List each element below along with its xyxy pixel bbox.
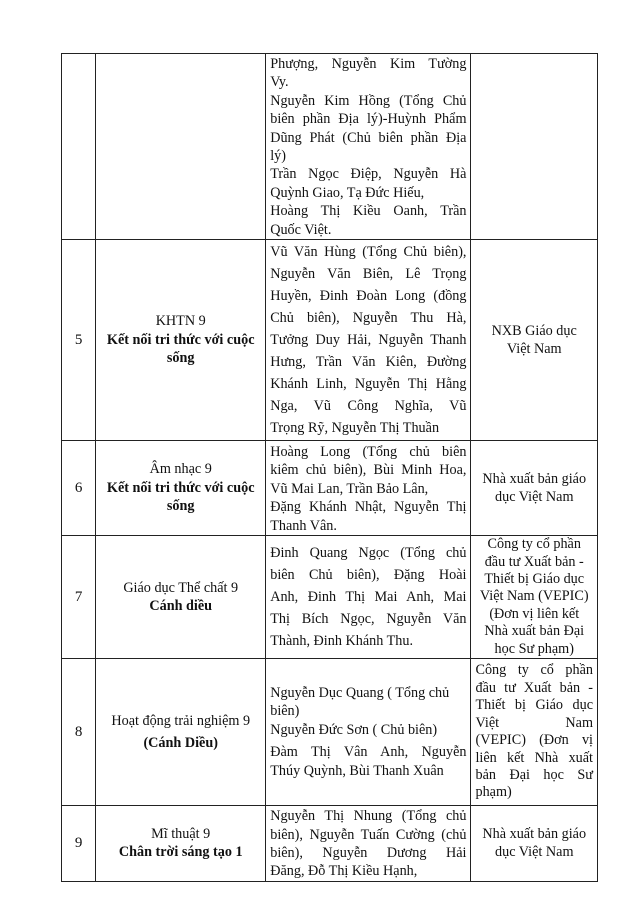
row-number: 6 [62, 441, 96, 536]
book-series: Chân trời sáng tạo 1 [118, 844, 243, 861]
publisher-line: Nhà xuất bản Đại [484, 623, 585, 640]
book-series: Cánh diều [149, 598, 213, 615]
author-line: Vũ Mai Lan, Trần Bảo Lân, [270, 480, 429, 497]
author-line: biên), Nguyễn Dương Hải [270, 844, 467, 861]
author-line: lý) [270, 148, 286, 165]
row-number: 9 [62, 806, 96, 882]
publisher-line: Nhà xuất bản giáo [482, 826, 587, 842]
author-line: Khánh Linh, Nguyễn Thị Hằng [270, 376, 467, 393]
book-title: KHTN 9 [155, 313, 206, 330]
author-line: Chủ biên), Nguyễn Thu Hà, [270, 310, 467, 327]
table-row [62, 806, 598, 882]
author-line: Nguyễn Văn Biên, Lê Trọng [270, 266, 467, 283]
book-title: Hoạt động trải nghiệm 9 [111, 712, 251, 729]
author-line: Nguyễn Thị Nhung (Tổng chủ [270, 808, 467, 825]
publisher-line: liên kết Nhà xuất [475, 749, 593, 766]
publisher-line: dục Việt Nam [495, 844, 574, 861]
publisher-cell [471, 806, 598, 882]
authors-cell [266, 806, 471, 882]
publisher-line: (VEPIC) (Đơn vị [475, 732, 593, 749]
book-cell [96, 240, 266, 441]
authors-cell [266, 240, 471, 441]
publisher-line: Thiết bị Giáo dục [475, 697, 593, 714]
publisher-line: Việt Nam [506, 341, 562, 358]
author-line: Nguyễn Đức Sơn ( Chủ biên) [270, 721, 438, 738]
table-row [62, 54, 598, 240]
book-cell [96, 441, 266, 536]
publisher-line: Công ty cổ phần [487, 536, 581, 553]
table-row [62, 441, 598, 536]
author-line: Nga, Vũ Công Nghĩa, Vũ [270, 398, 467, 415]
author-line: Hoàng Long (Tổng chủ biên [270, 444, 467, 461]
author-line: kiêm chủ biên), Bùi Minh Hoa, [270, 462, 467, 479]
publisher-cell [471, 240, 598, 441]
table-row [62, 659, 598, 806]
author-line: Đăng, Đỗ Thị Kiều Hạnh, [270, 863, 418, 880]
publisher-cell [471, 441, 598, 536]
author-line: Thúy Quỳnh, Bùi Thanh Xuân [270, 762, 444, 779]
author-line: Hoàng Thị Kiều Oanh, Trần [270, 203, 467, 220]
row-number: 7 [62, 536, 96, 659]
author-line: Nguyễn Kim Hồng (Tổng Chủ [270, 92, 467, 109]
authors-cell [266, 536, 471, 659]
publisher-cell [471, 54, 598, 240]
author-line: biên), Nguyễn Tuấn Cường (chủ [270, 826, 467, 843]
author-line: Dũng Phát (Chủ biên phần Địa [270, 129, 467, 146]
publisher-cell [471, 659, 598, 806]
publisher-line: Thiết bị Giáo dục [484, 570, 585, 587]
publisher-line: dục Việt Nam [495, 489, 574, 506]
author-line: Thanh Vân. [270, 517, 337, 534]
table-row [62, 240, 598, 441]
publisher-line: (Đơn vị liên kết [489, 605, 580, 622]
book-cell [96, 54, 266, 240]
publisher-line: Việt Nam (VEPIC) [479, 588, 589, 605]
publisher-line: NXB Giáo dục [491, 322, 577, 339]
publisher-line: học Sư phạm) [494, 640, 574, 657]
author-line: Vy. [270, 74, 289, 91]
book-cell [96, 659, 266, 806]
authors-cell [266, 441, 471, 536]
author-line: biên) [270, 703, 300, 720]
book-series: Kết nối tri thức với cuộc sống [106, 479, 255, 515]
author-line: Hưng, Trần Văn Kiên, Đường [270, 354, 467, 371]
book-title: Mĩ thuật 9 [151, 826, 211, 842]
book-cell [96, 536, 266, 659]
author-line: Quốc Việt. [270, 221, 332, 238]
author-line: biên Chủ biên), Đặng Hoài [270, 567, 467, 584]
publisher-line: đầu tư Xuất bản - [484, 553, 584, 570]
author-line: Tưởng Duy Hải, Nguyễn Thanh [270, 332, 467, 349]
publisher-line: đầu tư Xuất bản - [475, 679, 593, 696]
publisher-line: bản Đại học Sư [475, 766, 593, 783]
row-number: 8 [62, 659, 96, 806]
author-line: Anh, Đinh Thị Mai Anh, Mai [270, 589, 467, 606]
author-line: Đinh Quang Ngọc (Tổng chủ [270, 545, 467, 562]
book-series: (Cánh Diều) [143, 735, 218, 752]
author-line: Nguyễn Dục Quang ( Tổng chủ [270, 685, 450, 702]
book-title: Âm nhạc 9 [149, 461, 212, 478]
author-line: biên phần Địa lý)-Huỳnh Phẩm [270, 111, 467, 128]
authors-cell [266, 659, 471, 806]
book-cell [96, 806, 266, 882]
author-line: Đặng Khánh Nhật, Nguyễn Thị [270, 499, 467, 516]
author-line: Quỳnh Giao, Tạ Đức Hiếu, [270, 184, 425, 201]
table-row [62, 536, 598, 659]
authors-cell [266, 54, 471, 240]
book-series: Kết nối tri thức với cuộc sống [106, 331, 255, 367]
textbook-table [61, 53, 598, 882]
book-title: Giáo dục Thể chất 9 [123, 579, 239, 596]
author-line: Huyền, Đinh Đoàn Long (đồng [270, 288, 467, 305]
author-line: Phượng, Nguyễn Kim Tường [270, 56, 467, 72]
author-line: Thị Bích Ngọc, Nguyễn Văn [270, 611, 467, 628]
author-line: Thành, Đinh Khánh Thu. [270, 633, 413, 650]
publisher-line: Nhà xuất bản giáo [482, 470, 587, 487]
publisher-line: Việt Nam [475, 714, 593, 731]
publisher-line: Công ty cổ phần [475, 662, 593, 679]
author-line: Vũ Văn Hùng (Tổng Chủ biên), [270, 244, 467, 261]
publisher-line: phạm) [475, 784, 512, 801]
author-line: Trần Ngọc Điệp, Nguyễn Hà [270, 166, 467, 183]
publisher-cell [471, 536, 598, 659]
row-number [62, 54, 96, 240]
author-line: Trọng Rỹ, Nguyễn Thị Thuần [270, 420, 440, 437]
author-line: Đàm Thị Vân Anh, Nguyễn [270, 744, 467, 761]
row-number: 5 [62, 240, 96, 441]
